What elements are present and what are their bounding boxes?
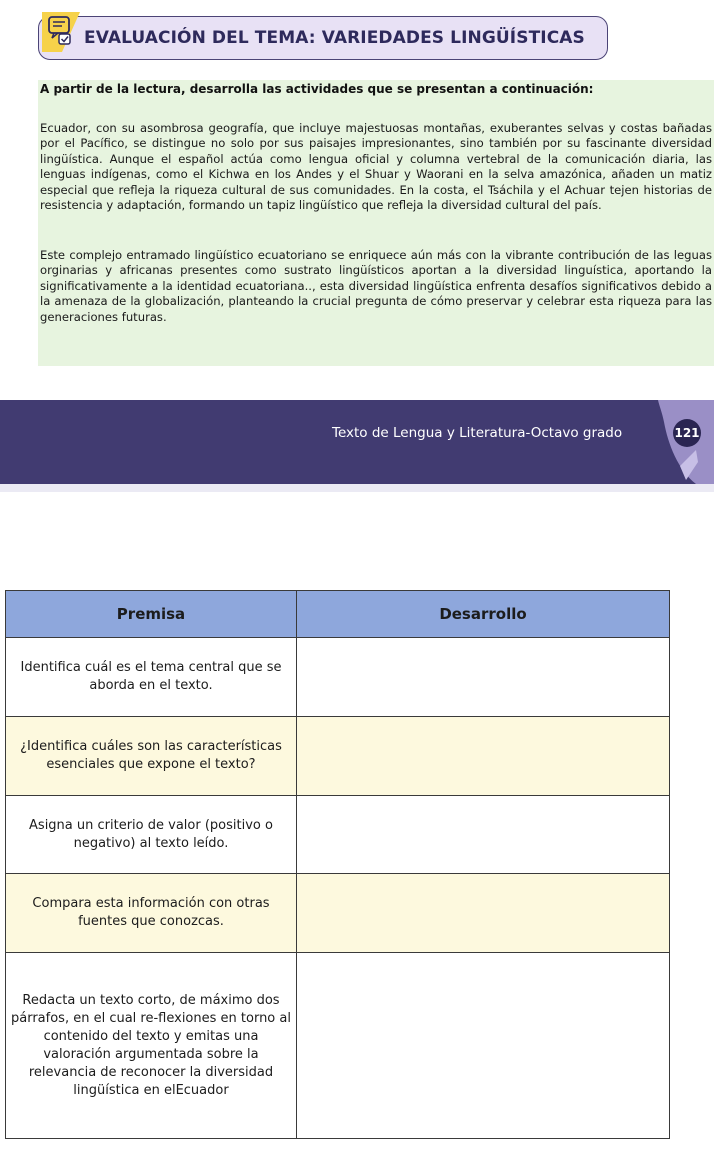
premisa-cell: Identifica cuál es el tema central que se aborda en el texto. — [6, 638, 297, 717]
page-title: EVALUACIÓN DEL TEMA: VARIEDADES LINGÜÍSTICAS — [84, 28, 585, 48]
table-header-row — [6, 591, 670, 638]
desarrollo-cell[interactable] — [297, 874, 670, 953]
desarrollo-cell[interactable] — [297, 638, 670, 717]
desarrollo-cell[interactable] — [297, 796, 670, 874]
premisa-cell: ¿Identifica cuáles son las características esenciales que expone el texto? — [6, 717, 297, 796]
page-footer — [0, 400, 714, 484]
premisa-cell: Redacta un texto corto, de máximo dos párrafos, en el cual re-flexiones en torno al contenido del texto y emitas una valoración argumentada sobre la relevancia de reconocer la diversidad lingüística en elEcuador — [6, 953, 297, 1139]
desarrollo-cell[interactable] — [297, 953, 670, 1139]
reading-paragraph-2: Este complejo entramado lingüístico ecuatoriano se enriquece aún más con la vibrante contribución de las leguas orginarias y africanas presentes como sustrato lingüísticos aportan a la diversidad linguística, aportando la significativamente a la identidad ecuatoriana.., esta diversidad lingüística enfrenta desafíos significativos debido a la amenaza de la globalización, planteando la crucial pregunta de cómo preservar y celebrar esta riqueza para las generaciones futuras. — [40, 248, 712, 324]
table-row — [6, 717, 670, 796]
footer-divider — [0, 484, 714, 492]
instruction-text: A partir de la lectura, desarrolla las actividades que se presentan a continuación: — [40, 82, 594, 96]
header-desarrollo: Desarrollo — [297, 591, 670, 638]
reading-paragraph-1: Ecuador, con su asombrosa geografía, que incluye majestuosas montañas, exuberantes selvas y costas bañadas por el Pacífico, se distingue no solo por sus paisajes impresionantes, sino también por su fascinante diversidad lingüística. Aunque el español actúa como lengua oficial y columna vertebral de la comunicación diaria, las lenguas indígenas, como el Kichwa en los Andes y el Shuar y Waorani en la selva amazónica, añaden un matiz especial que refleja la riqueza cultural de sus comunidades. En la costa, el Tsáchila y el Achuar tejen historias de resistencia y adaptación, formando un tapiz lingüístico que refleja la diversidad cultural del país. — [40, 121, 712, 213]
premisa-cell: Compara esta información con otras fuentes que conozcas. — [6, 874, 297, 953]
table-row — [6, 796, 670, 874]
book-label: Texto de Lengua y Literatura-Octavo grado — [332, 425, 623, 441]
premisa-cell: Asigna un criterio de valor (positivo o negativo) al texto leído. — [6, 796, 297, 874]
header-premisa: Premisa — [6, 591, 297, 638]
table-row — [6, 953, 670, 1139]
page-number: 121 — [674, 426, 700, 440]
evaluation-table — [5, 590, 670, 1139]
table-row — [6, 874, 670, 953]
table-row — [6, 638, 670, 717]
desarrollo-cell[interactable] — [297, 717, 670, 796]
